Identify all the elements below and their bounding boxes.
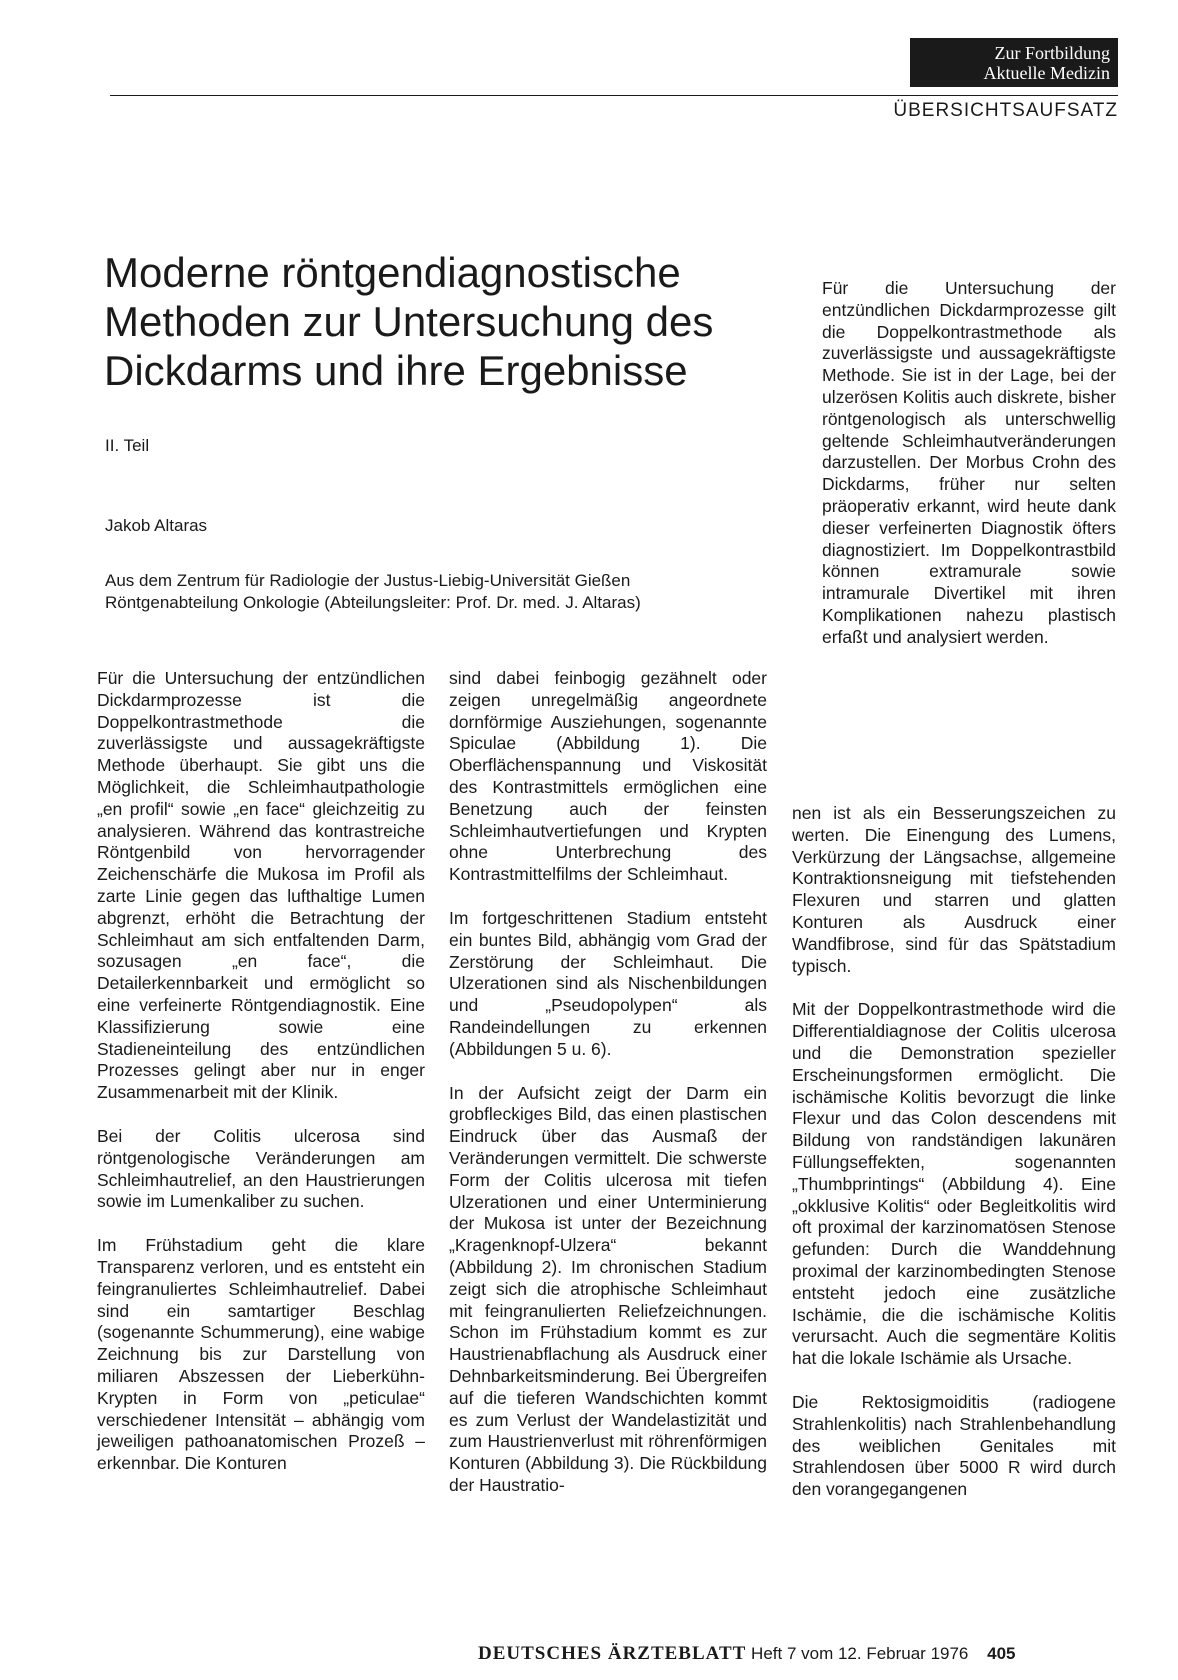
journal-name: DEUTSCHES ÄRZTEBLATT — [478, 1643, 747, 1664]
text-column-2 — [449, 668, 767, 1519]
title-line-2: Methoden zur Untersuchung des — [104, 298, 714, 345]
paragraph: Für die Untersuchung der entzündlichen Dickdarmprozesse ist die Doppelkontrastmethode die zuverlässigste und aussagekräftigste Methode überhaupt. Sie gibt uns die Möglichkeit, die Schleimhautpathologie „en profil“ sowie „en face“ gleichzeitig zu analysieren. Während das kontrastreiche Röntgenbild von hervorragender Zeichenschärfe die Mukosa im Profil als zarte Linie gegen das lufthaltige Lumen abgrenzt, erhöht die Betrachtung der Schleimhaut am sich entfaltenden Darm, sozusagen „en face“, die Detailerkennbarkeit und ermöglicht so eine verfeinerte Röntgendiagnostik. Eine Klassifizierung sowie eine Stadieneinteilung des entzündlichen Prozesses gelingt aber nur in enger Zusammenarbeit mit der Klinik. — [97, 668, 425, 1103]
title-line-3: Dickdarms und ihre Ergebnisse — [104, 347, 688, 394]
issue-info: Heft 7 vom 12. Februar 1976 — [751, 1644, 969, 1663]
text-column-3 — [792, 803, 1116, 1523]
paragraph: nen ist als ein Besserungszeichen zu werten. Die Einengung des Lumens, Verkürzung der Längsachse, allgemeine Kontraktionsneigung mit tiefstehenden Flexuren und starren und glatten Konturen als Ausdruck einer Wandfibrose, sind für das Spätstadium typisch. — [792, 803, 1116, 976]
title-line-1: Moderne röntgendiagnostische — [104, 249, 681, 296]
category-badge — [910, 38, 1118, 87]
paragraph: Im Frühstadium geht die klare Transparenz verloren, und es entsteht ein feingranuliertes Schleimhautrelief. Dabei sind ein samtartiger Beschlag (sogenannte Schummerung), eine wabige Zeichnung bis zur Darstellung von miliaren Abszessen der Lieberkühn-Krypten in Form von „peticulae“ verschiedener Intensität – abhängig vom jeweiligen pathoanatomischen Prozeß – erkennbar. Die Konturen — [97, 1235, 425, 1474]
article-subtitle: II. Teil — [105, 436, 150, 455]
paragraph: In der Aufsicht zeigt der Darm ein grobfleckiges Bild, das einen plastischen Eindruck über das Ausmaß der Veränderungen vermittelt. Die schwerste Form der Colitis ulcerosa mit tiefen Ulzerationen und einer Unterminierung der Mukosa ist unter der Bezeichnung „Kragenknopf-Ulzera“ bekannt (Abbildung 2). Im chronischen Stadium zeigt sich die atrophische Schleimhaut mit feingranulierten Reliefzeichnungen. Schon im Frühstadium kommt es zur Haustrienabflachung als Ausdruck einer Dehnbarkeitsminderung. Bei Übergreifen auf die tieferen Wandschichten kommt es zum Verlust der Wandelastizität und zum Haustrienverlust mit röhrenförmigen Konturen (Abbildung 3). Die Rückbildung der Haustratio- — [449, 1082, 767, 1495]
affiliation-line-2: Röntgenabteilung Onkologie (Abteilungsleiter: Prof. Dr. med. J. Altaras) — [105, 593, 641, 612]
article-title — [104, 248, 804, 395]
header-rule — [110, 95, 1118, 96]
author-affiliation — [105, 570, 785, 614]
badge-line-2: Aktuelle Medizin — [983, 63, 1110, 83]
page-footer — [478, 1643, 1118, 1665]
paragraph: Im fortgeschrittenen Stadium entsteht ein buntes Bild, abhängig vom Grad der Zerstörung der Schleimhaut. Die Ulzerationen sind als Nischenbildungen und „Pseudopolypen“ als Randeindellungen zu erkennen (Abbildungen 5 u. 6). — [449, 907, 767, 1059]
paragraph: sind dabei feinbogig gezähnelt oder zeigen unregelmäßig angeordnete dornförmige Ausziehungen, sogenannte Spiculae (Abbildung 1). Die Oberflächenspannung und Viskosität des Kontrastmittels ermöglichen eine Benetzung auch der feinsten Schleimhautvertiefungen und Krypten ohne Unterbrechung des Kontrastmittelfilms der Schleimhaut. — [449, 668, 767, 885]
summary-text: Für die Untersuchung der entzündlichen Dickdarmprozesse gilt die Doppelkontrastmethode als zuverlässigste und aussagekräftigste Methode. Sie ist in der Lage, bei der ulzerösen Kolitis auch diskrete, bisher röntgenologisch als unterschwellig geltende Schleimhautveränderungen darzustellen. Der Morbus Crohn des Dickdarms, früher nur selten präoperativ erkannt, wird heute dank dieser verfeinerten Diagnostik öfters diagnostiziert. Im Doppelkontrastbild können extramurale sowie intramurale Divertikel mit ihren Komplikationen nahezu plastisch erfaßt und analysiert werden. — [822, 278, 1116, 647]
badge-line-1: Zur Fortbildung — [994, 43, 1110, 63]
page-number: 405 — [987, 1644, 1016, 1663]
text-column-1 — [97, 668, 425, 1497]
paragraph: Bei der Colitis ulcerosa sind röntgenologische Veränderungen am Schleimhautrelief, an den Haustrierungen sowie im Lumenkaliber zu suchen. — [97, 1125, 425, 1212]
paragraph: Die Rektosigmoiditis (radiogene Strahlenkolitis) nach Strahlenbehandlung des weiblichen Genitales mit Strahlendosen über 5000 R wird durch den vorangegangenen — [792, 1391, 1116, 1500]
section-label: ÜBERSICHTSAUFSATZ — [893, 100, 1118, 121]
affiliation-line-1: Aus dem Zentrum für Radiologie der Justus-Liebig-Universität Gießen — [105, 571, 631, 590]
paragraph: Mit der Doppelkontrastmethode wird die Differentialdiagnose der Colitis ulcerosa und die Demonstration spezieller Erscheinungsformen ermöglicht. Die ischämische Kolitis bevorzugt die linke Flexur und das Colon descendens mit Bildung von randständigen lakunären Füllungseffekten, sogenannten „Thumbprintings“ (Abbildung 4). Eine „okklusive Kolitis“ oder Begleitkolitis wird oft proximal der karzinomatösen Stenose gefunden: Durch die Wanddehnung proximal der karzinombedingten Stenose entsteht jedoch eine zusätzliche Ischämie, die die ischämische Kolitis verursacht. Auch die segmentäre Kolitis hat die lokale Ischämie als Ursache. — [792, 999, 1116, 1369]
author-name: Jakob Altaras — [105, 516, 208, 535]
summary-box — [822, 278, 1116, 671]
